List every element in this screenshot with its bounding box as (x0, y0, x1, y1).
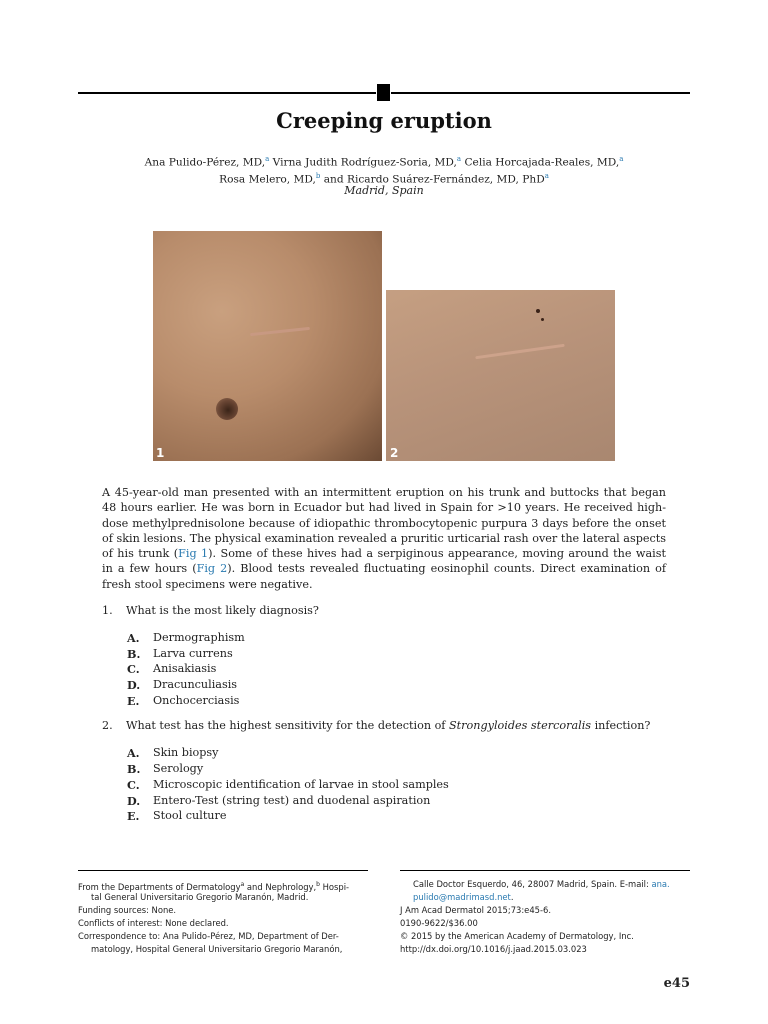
question-text: What is the most likely diagnosis? (126, 604, 319, 617)
copyright-notice: © 2015 by the American Academy of Dermatology, Inc. (400, 931, 634, 941)
navel-shape (216, 398, 238, 420)
page-number: e45 (663, 976, 690, 991)
option-text: Stool culture (153, 809, 227, 822)
answer-option (127, 678, 627, 694)
question-number: 1. (102, 604, 113, 617)
answer-option (127, 809, 627, 825)
affiliation-marker: a (240, 881, 245, 888)
issn-price: 0190-9622/$36.00 (400, 918, 478, 928)
author-name: Virna Judith Rodríguez-Soria, MD, (269, 156, 457, 169)
question-text (126, 719, 650, 732)
question-1 (102, 604, 702, 620)
option-text: Entero-Test (string test) and duodenal aspiration (153, 794, 431, 807)
question-text-part: What test has the highest sensitivity for the detection of (126, 719, 450, 732)
option-letter: E. (127, 809, 140, 823)
case-text: A 45-year-old man presented with an intermittent eruption on his trunk and buttocks that began 48 hours earlier. He was born in Ecuador but had lived in Spain for >10 years. He received high-dose methylprednisolone because of idiopathic thrombocytopenic purpura 3 days before the onset of skin lesions. The physical examination revealed a pruritic urticarial rash over the lateral aspects of his trunk ( (102, 486, 666, 561)
affiliation-marker[interactable]: a (265, 155, 270, 163)
answer-option (127, 694, 627, 710)
doi-link[interactable]: http://dx.doi.org/10.1016/j.jaad.2015.03.023 (400, 944, 587, 954)
author-name: Ana Pulido-Pérez, MD, (144, 156, 266, 169)
case-text: ). Some of these hives had a serpiginous appearance, moving around the waist in a few hours ( (102, 547, 666, 576)
header-rule-left (78, 92, 376, 94)
case-description (102, 485, 666, 592)
author-location: Madrid, Spain (344, 184, 424, 197)
email-link[interactable]: pulido@madrimasd.net (413, 892, 511, 902)
affiliation-marker[interactable]: b (315, 172, 321, 180)
funding-sources: Funding sources: None. (78, 905, 177, 915)
option-text: Larva currens (153, 647, 233, 660)
footnote-text: From the Departments of Dermatology (78, 881, 241, 892)
option-letter: D. (127, 678, 141, 692)
option-letter: B. (127, 647, 141, 661)
option-letter: E. (127, 694, 140, 708)
journal-citation: J Am Acad Dermatol 2015;73:e45-6. (400, 905, 551, 915)
answer-option (127, 662, 627, 678)
author-name: Celia Horcajada-Reales, MD, (461, 156, 620, 169)
option-text: Skin biopsy (153, 746, 219, 759)
affiliations-line-2: tal General Universitario Gregorio Maranón, Madrid. (91, 892, 309, 902)
option-text: Anisakiasis (153, 662, 217, 675)
option-letter: A. (127, 746, 140, 760)
figure-1-link[interactable]: Fig 1 (178, 547, 209, 561)
email-link[interactable]: ana. (651, 879, 670, 889)
author-name: Rosa Melero, MD, (219, 173, 316, 186)
header-rule-right (391, 92, 690, 94)
option-text: Dracunculiasis (153, 678, 238, 691)
author-name: and Ricardo Suárez-Fernández, MD, PhD (320, 173, 545, 186)
figure-1-photo (153, 231, 382, 461)
answer-option (127, 794, 627, 810)
answer-option (127, 778, 627, 794)
answer-option (127, 762, 627, 778)
punctuation: . (510, 892, 514, 902)
mole-spot (541, 318, 544, 321)
option-letter: C. (127, 662, 140, 676)
footnote-text: and Nephrology, (244, 881, 317, 892)
conflicts-of-interest: Conflicts of interest: None declared. (78, 918, 229, 928)
correspondence-address (413, 878, 670, 891)
organism-name: Strongyloides stercoralis (449, 719, 592, 732)
email-line (413, 891, 514, 904)
case-text: ). Blood tests revealed fluctuating eosinophil counts. Direct examination of fresh stool specimens were negative. (102, 562, 666, 591)
affiliation-marker[interactable]: a (544, 172, 549, 180)
answer-option (127, 746, 627, 762)
option-letter: B. (127, 762, 141, 776)
option-text: Microscopic identification of larvae in stool samples (153, 778, 449, 791)
figure-2-photo (386, 290, 615, 461)
article-title: Creeping eruption (276, 108, 492, 133)
option-text: Serology (153, 762, 204, 775)
question-2 (102, 719, 702, 735)
question-number: 2. (102, 719, 113, 732)
affiliation-marker[interactable]: a (456, 155, 462, 163)
option-text: Dermographism (153, 631, 245, 644)
answer-option (127, 647, 627, 663)
footnote-rule-left (78, 870, 368, 871)
header-rule-marker (377, 84, 390, 101)
figure-1-label: 1 (156, 446, 165, 460)
option-letter: D. (127, 794, 141, 808)
mole-spot (536, 309, 540, 313)
correspondence-line-2: matology, Hospital General Universitario Gregorio Maranón, (91, 944, 343, 954)
correspondence-line-1: Correspondence to: Ana Pulido-Pérez, MD, Department of Der- (78, 931, 339, 941)
footnote-text: Hospi- (319, 881, 350, 892)
address-text: Calle Doctor Esquerdo, 46, 28007 Madrid, Spain. E-mail: (413, 879, 652, 889)
question-text-part: infection? (591, 719, 651, 732)
footnote-rule-right (400, 870, 690, 871)
affiliation-marker: b (316, 881, 320, 888)
answer-option (127, 631, 627, 647)
figure-2-link[interactable]: Fig 2 (196, 562, 228, 576)
option-text: Onchocerciasis (153, 694, 240, 707)
figure-2-label: 2 (390, 446, 399, 460)
option-letter: A. (127, 631, 140, 645)
affiliation-marker[interactable]: a (619, 155, 624, 163)
option-letter: C. (127, 778, 140, 792)
